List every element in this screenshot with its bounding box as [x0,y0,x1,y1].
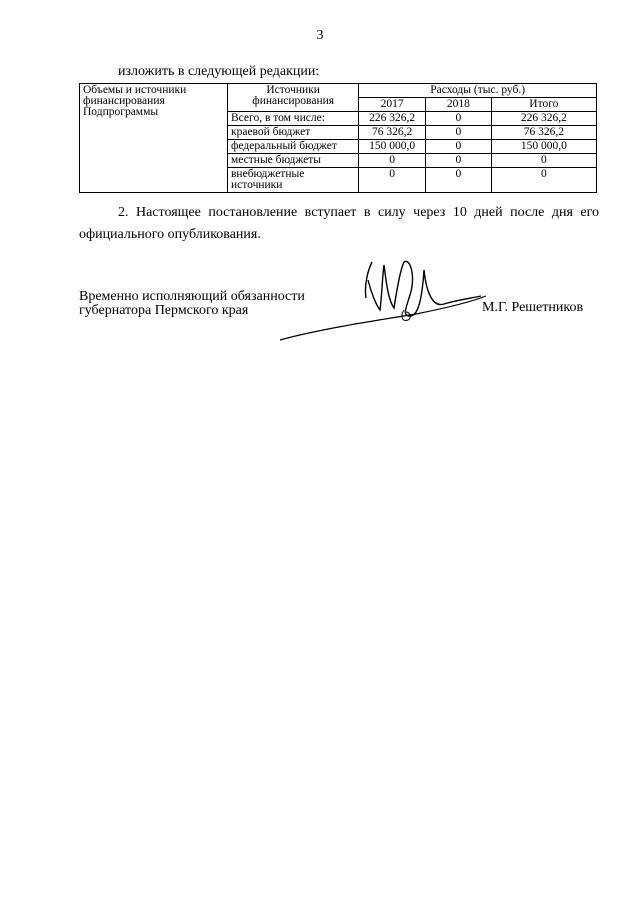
value-2018-cell: 0 [426,140,492,154]
source-cell: Всего, в том числе: [228,112,359,126]
signatory-name: М.Г. Решетников [482,300,584,315]
paragraph-2: 2. Настоящее постановление вступает в силу через 10 дней после дня его официального опубликования. [79,205,599,242]
value-total-cell: 226 326,2 [491,112,596,126]
value-total-cell: 150 000,0 [491,140,596,154]
signatory-title [79,290,305,318]
value-total-cell: 76 326,2 [491,126,596,140]
value-2017-cell: 226 326,2 [359,112,426,126]
expenses-header: Расходы (тыс. руб.) [359,84,597,98]
year-header-total: Итого [491,98,596,112]
year-header-2018: 2018 [426,98,492,112]
value-2017-cell: 76 326,2 [359,126,426,140]
source-cell: краевой бюджет [228,126,359,140]
handwritten-signature [276,250,496,350]
value-2017-cell: 0 [359,168,426,193]
source-cell: внебюджетные источники [228,168,359,193]
sources-header: Источники финансирования [228,84,359,112]
value-total-cell: 0 [491,168,596,193]
value-2018-cell: 0 [426,168,492,193]
year-header-2017: 2017 [359,98,426,112]
intro-text: изложить в следующей редакции: [118,64,320,79]
value-total-cell: 0 [491,154,596,168]
value-2018-cell: 0 [426,112,492,126]
signatory-title-line2: губернатора Пермского края [79,303,249,318]
row-label-cell: Объемы и источники финансирования Подпрограммы [80,84,228,193]
value-2018-cell: 0 [426,154,492,168]
source-cell: местные бюджеты [228,154,359,168]
value-2018-cell: 0 [426,126,492,140]
source-cell: федеральный бюджет [228,140,359,154]
signatory-title-line1: Временно исполняющий обязанности [79,289,305,304]
financing-table [79,83,597,193]
value-2017-cell: 0 [359,154,426,168]
value-2017-cell: 150 000,0 [359,140,426,154]
page-number: 3 [316,28,324,43]
